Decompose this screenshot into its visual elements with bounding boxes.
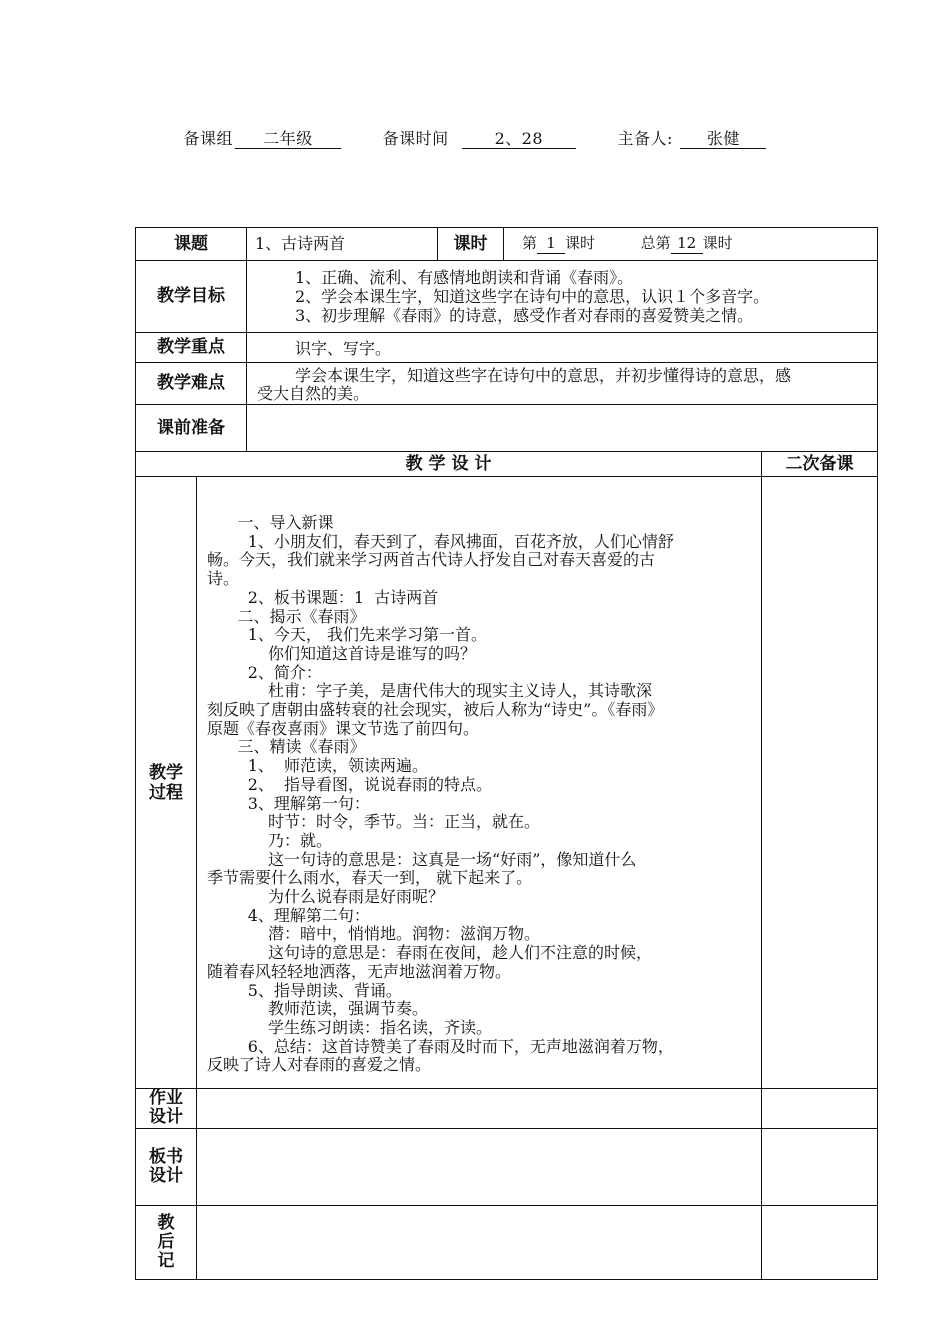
period-suffix: 课时 bbox=[565, 234, 596, 252]
process-line: 杜甫：字子美，是唐代伟大的现实主义诗人，其诗歌深 bbox=[207, 681, 653, 701]
author-value: 张健 bbox=[680, 130, 766, 149]
board-label-line-1: 板书 bbox=[149, 1147, 183, 1167]
process-line: 这一句诗的意思是：这真是一场“好雨”，像知道什么 bbox=[207, 849, 637, 869]
process-label-line-2: 过程 bbox=[149, 783, 183, 803]
reflection-label bbox=[136, 1214, 196, 1271]
reflection-label-line-2: 后 bbox=[157, 1232, 175, 1252]
design-header: 教 学 设 计 bbox=[405, 453, 492, 474]
prep-label: 课前准备 bbox=[157, 417, 225, 438]
difficulty-line-1: 学会本课生字，知道这些字在诗句中的意思，并初步懂得诗的意思，感 bbox=[295, 366, 792, 385]
goal-3: 3、初步理解《春雨》的诗意，感受作者对春雨的喜爱赞美之情。 bbox=[295, 306, 754, 325]
process-line: 2、板书课题：1 古诗两首 bbox=[207, 587, 439, 607]
process-line: 三、精读《春雨》 bbox=[207, 737, 366, 757]
process-body bbox=[207, 514, 755, 1075]
process-line: 季节需要什么雨水，春天一到， 就下起来了。 bbox=[207, 868, 533, 888]
process-line: 为什么说春雨是好雨呢？ bbox=[207, 887, 445, 907]
total-suffix: 课时 bbox=[702, 234, 733, 252]
process-line: 潜：暗中，悄悄地。润物：滋润万物。 bbox=[207, 924, 541, 944]
topic-value: 1、古诗两首 bbox=[255, 234, 346, 253]
time-label: 备课时间 bbox=[382, 129, 449, 148]
process-line: 一、导入新课 bbox=[207, 513, 334, 532]
process-line: 4、理解第二句： bbox=[207, 905, 370, 925]
period-value bbox=[522, 234, 733, 254]
group-label: 备课组 bbox=[183, 129, 234, 148]
key-value: 识字、写字。 bbox=[295, 339, 392, 358]
reflection-label-line-1: 教 bbox=[157, 1213, 175, 1233]
difficulty-line-2: 受大自然的美。 bbox=[257, 384, 370, 403]
goals-label: 教学目标 bbox=[157, 286, 225, 306]
homework-label bbox=[136, 1089, 196, 1127]
board-label-line-2: 设计 bbox=[149, 1166, 183, 1186]
process-line: 刻反映了唐朝由盛转衰的社会现实，被后人称为“诗史”。《春雨》 bbox=[207, 700, 664, 720]
process-line: 3、理解第一句： bbox=[207, 793, 370, 813]
period-number: 1 bbox=[537, 234, 565, 254]
period-prefix: 第 bbox=[522, 234, 538, 252]
process-line: 原题《春夜喜雨》课文节选了前四句。 bbox=[207, 718, 480, 738]
second-prep-header: 二次备课 bbox=[785, 453, 854, 474]
group-value: 二年级 bbox=[235, 130, 341, 149]
goal-2: 2、学会本课生字，知道这些字在诗句中的意思，认识１个多音字。 bbox=[295, 287, 770, 306]
goal-1: 1、正确、流利、有感情地朗读和背诵《春雨》。 bbox=[295, 268, 634, 287]
process-line: 2、 指导看图，说说春雨的特点。 bbox=[207, 774, 493, 794]
homework-label-line-1: 作业 bbox=[149, 1088, 183, 1108]
process-line: 2、简介： bbox=[207, 662, 322, 682]
process-line: 这句诗的意思是：春雨在夜间，趁人们不注意的时候， bbox=[207, 943, 653, 963]
process-line: 1、小朋友们，春天到了，春风拂面，百花齐放，人们心情舒 bbox=[207, 531, 674, 551]
process-line: 诗。 bbox=[207, 569, 240, 589]
period-label: 课时 bbox=[453, 233, 488, 254]
reflection-label-line-3: 记 bbox=[157, 1251, 175, 1271]
time-value: 2、28 bbox=[462, 130, 576, 149]
process-label bbox=[136, 763, 196, 803]
process-line: 1、 师范读，领读两遍。 bbox=[207, 756, 429, 776]
total-prefix: 总第 bbox=[640, 234, 671, 252]
homework-label-line-2: 设计 bbox=[149, 1107, 183, 1127]
process-line: 6、总结：这首诗赞美了春雨及时而下，无声地滋润着万物， bbox=[207, 1036, 674, 1056]
process-line: 反映了诗人对春雨的喜爱之情。 bbox=[207, 1055, 432, 1075]
process-line: 5、指导朗读、背诵。 bbox=[207, 980, 402, 1000]
process-line: 乃：就。 bbox=[207, 830, 333, 850]
author-label: 主备人: bbox=[617, 129, 673, 148]
process-line: 1、今天， 我们先来学习第一首。 bbox=[207, 625, 487, 645]
process-line: 学生练习朗读：指名读，齐读。 bbox=[207, 1017, 493, 1037]
key-label: 教学重点 bbox=[157, 337, 225, 357]
board-label bbox=[136, 1148, 196, 1186]
process-line: 二、揭示《春雨》 bbox=[207, 606, 366, 626]
process-line: 随着春风轻轻地洒落，无声地滋润着万物。 bbox=[207, 961, 512, 981]
total-number: 12 bbox=[671, 234, 703, 254]
topic-label: 课题 bbox=[174, 233, 208, 254]
difficulty-label: 教学难点 bbox=[157, 373, 225, 393]
process-line: 畅。今天，我们就来学习两首古代诗人抒发自己对春天喜爱的古 bbox=[207, 550, 656, 570]
process-line: 你们知道这首诗是谁写的吗？ bbox=[207, 643, 477, 663]
process-line: 时节：时令，季节。当：正当，就在。 bbox=[207, 812, 541, 832]
process-label-line-1: 教学 bbox=[149, 763, 183, 783]
process-line: 教师范读，强调节奏。 bbox=[207, 999, 429, 1019]
